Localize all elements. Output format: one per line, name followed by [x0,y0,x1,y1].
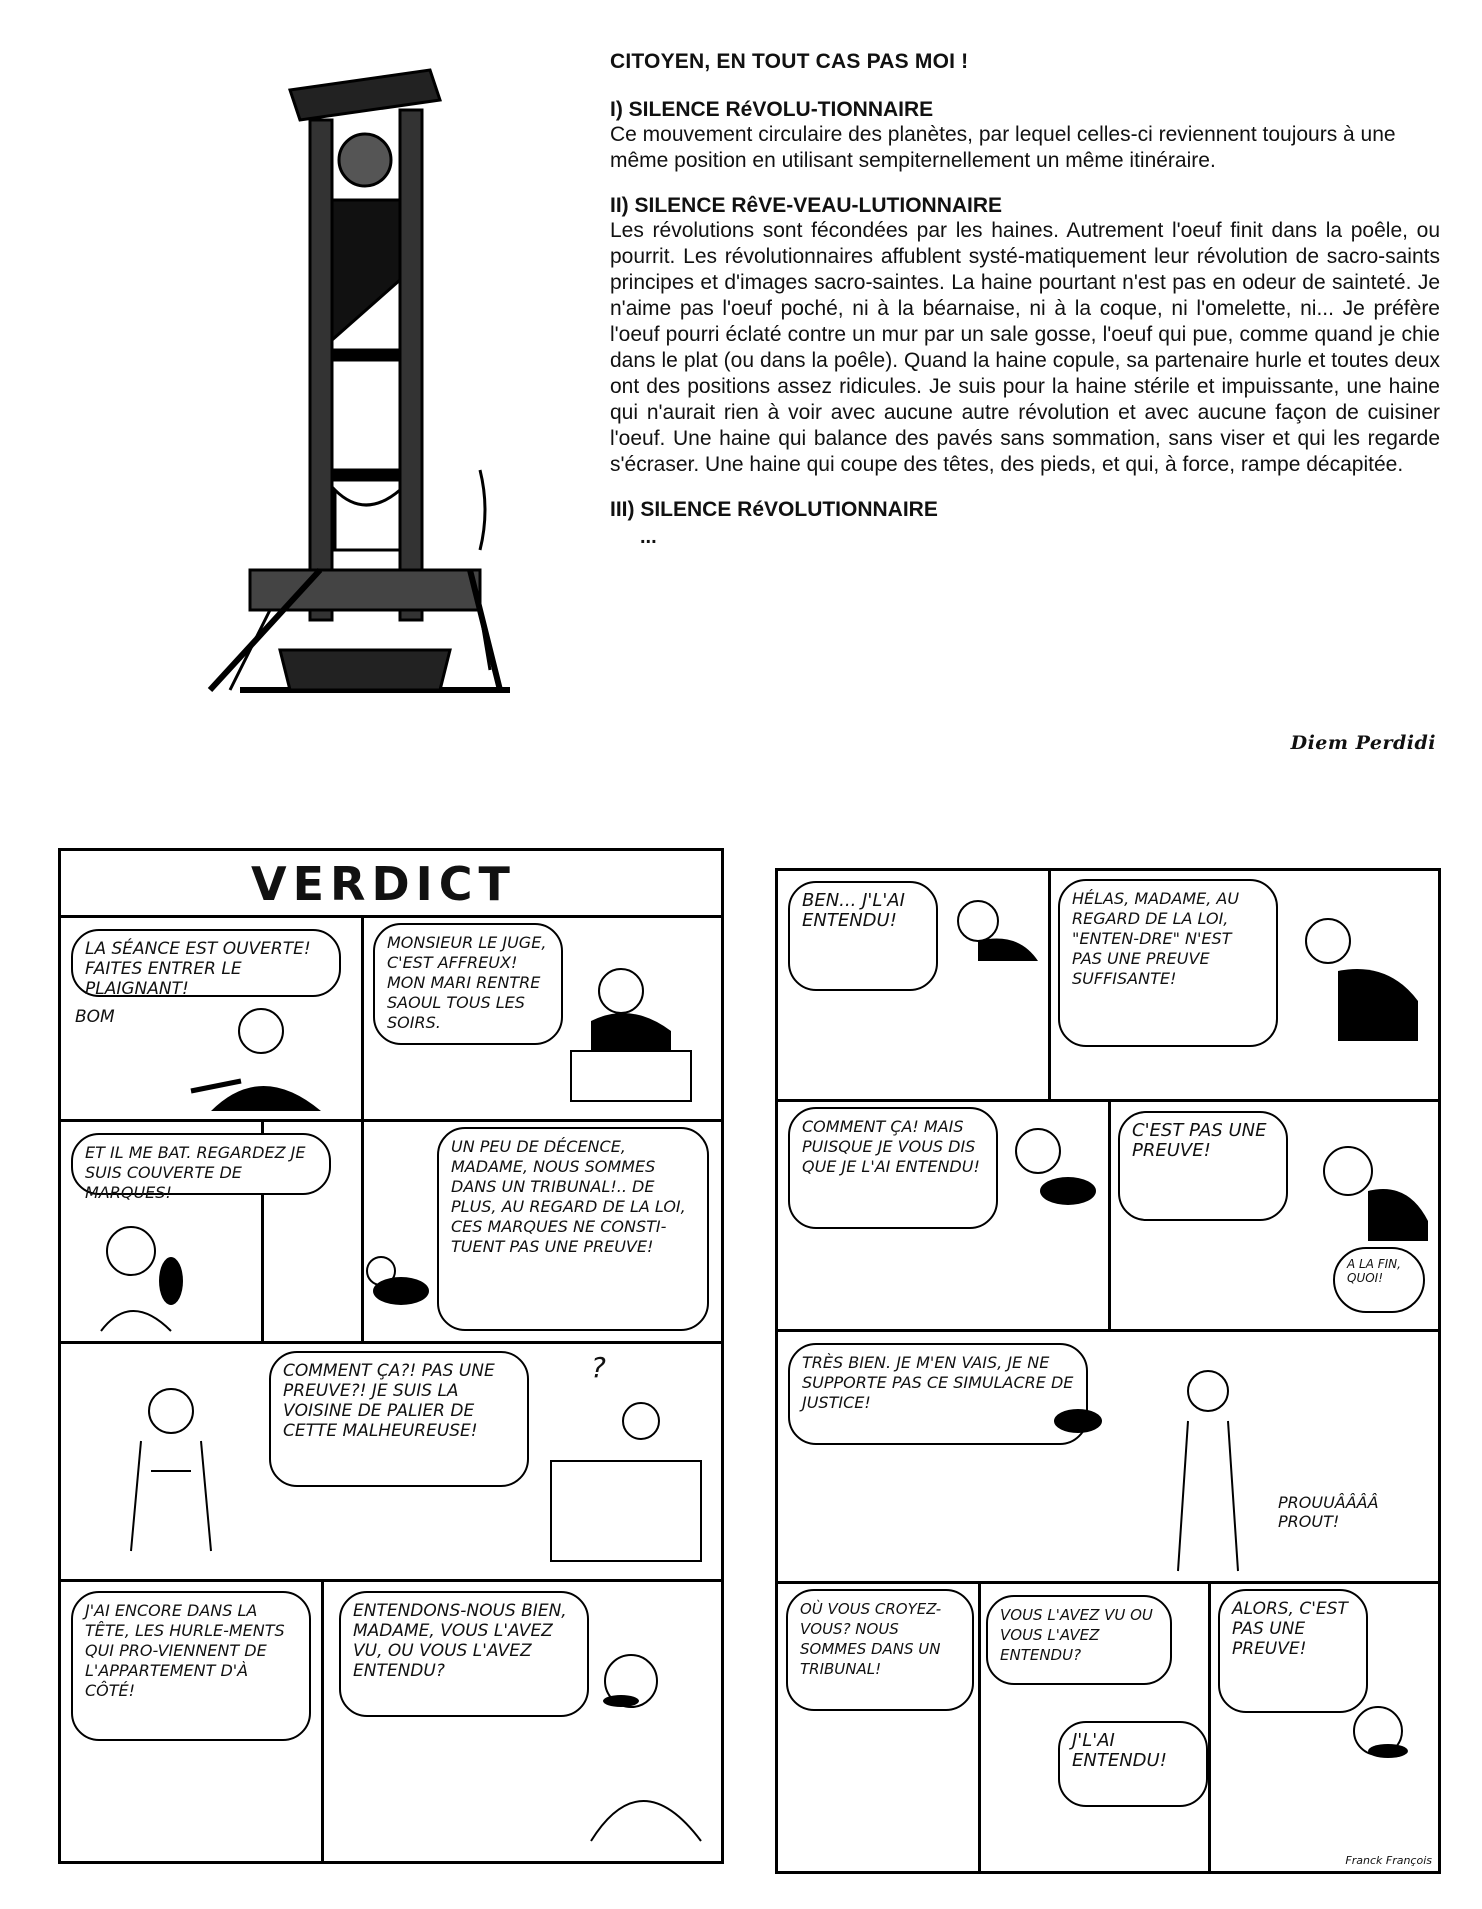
speech-bubble: J'L'AI ENTENDU! [1058,1721,1208,1807]
panel-divider [1208,1581,1211,1871]
judge-figure [1018,1371,1138,1451]
sound-effect: ? [591,1351,606,1384]
section-heading-2: II) SILENCE RêVE-VEAU-LUTIONNAIRE [610,194,1003,217]
panel-divider [61,1579,721,1582]
artist-credit: Franck François [1345,1854,1432,1867]
sound-effect: BOM [75,1007,115,1027]
panel-divider [361,915,364,1119]
neighbor-figure [91,1381,261,1571]
speech-bubble: ALORS, C'EST PAS UNE PREUVE! [1218,1589,1368,1713]
speech-bubble: MONSIEUR LE JUGE, C'EST AFFREUX! MON MARI RENTRE SAOUL TOUS LES SOIRS. [373,923,563,1045]
speech-bubble: TRÈS BIEN. JE M'EN VAIS, JE NE SUPPORTE PAS CE SIMULACRE DE JUSTICE! [788,1343,1088,1445]
speech-bubble: J'AI ENCORE DANS LA TÊTE, LES HURLE-MENTS QUI PRO-VIENNENT DE L'APPARTEMENT D'À CÔTÉ! [71,1591,311,1741]
section-text-2: Les révolutions sont fécondées par les haines. Autrement l'oeuf finit dans la poêle, ou pourrit. Les révolutionnaires affublent systé-matiquement leur révolution de sacro-saints principes et d'images sacro-saintes. La haine pourtant n'est pas en odeur de sainteté. Je n'aime pas l'oeuf poché, ni à la béarnaise, ni à la coque, ni l'omelette, ni... Je préfère l'oeuf pourri éclaté contre un mur par un sale gosse, l'oeuf qui pue, comme quand je chie dans le plat (ou dans la poêle). Quand la haine copule, sa partenaire hurle et toutes deux ont des positions assez ridicules. Je suis pour la haine stérile et impuissante, une haine qui n'aurait rien à voir avec aucune autre révolution et avec aucune façon de cuisiner l'oeuf. Une haine qui balance des pavés sans sommation, sans viser et qui les regarde s'écraser. Une haine qui coupe des têtes, des pieds, et qui, à force, rampe décapitée. [610,219,1440,476]
judge-figure [191,1001,341,1111]
section-heading-1: I) SILENCE RéVOLU-TIONNAIRE [610,98,934,121]
judge-figure [998,1121,1108,1231]
section-text-1: Ce mouvement circulaire des planètes, par lequel celles-ci reviennent toujours à une même position en utilisant sempiternellement un même itinéraire. [610,123,1396,172]
speech-bubble: UN PEU DE DÉCENCE, MADAME, NOUS SOMMES DANS UN TRIBUNAL!.. DE PLUS, AU REGARD DE LA LOI, CES MARQUES NE CONSTI-TUENT PAS UNE PREUVE! [437,1127,709,1331]
section-heading-3: III) SILENCE RéVOLUTIONNAIRE [610,498,938,521]
article-title: CITOYEN, EN TOUT CAS PAS MOI ! [610,50,969,73]
speech-bubble: VOUS L'AVEZ VU OU VOUS L'AVEZ ENTENDU? [986,1595,1172,1685]
panel-divider [778,1581,1438,1584]
panel-divider [61,1341,721,1344]
judge-figure [938,891,1038,971]
panel-divider [1048,871,1051,1099]
article [610,50,1440,549]
sound-effect: PROUUÂÂÂÂ PROUT! [1278,1493,1379,1531]
comic-strip-left [58,848,724,1864]
panel-divider [61,1119,721,1122]
signature: Diem Perdidi [1290,732,1436,754]
speech-bubble: A LA FIN, QUOI! [1333,1247,1425,1313]
judge-figure [531,1391,711,1571]
speech-bubble: COMMENT ÇA! MAIS PUISQUE JE VOUS DIS QUE JE L'AI ENTENDU! [788,1107,998,1229]
panel-divider [321,1579,324,1861]
judge-figure [1288,911,1428,1041]
panel-divider [1108,1099,1111,1329]
speech-bubble: C'EST PAS UNE PREUVE! [1118,1111,1288,1221]
section-text-3: ... [640,526,657,548]
woman-figure [1148,1361,1268,1571]
comic-title: VERDICT [251,857,516,911]
judge-figure [581,1641,711,1841]
speech-bubble: BEN... J'L'AI ENTENDU! [788,881,938,991]
panel-divider [978,1581,981,1871]
speech-bubble: OÙ VOUS CROYEZ-VOUS? NOUS SOMMES DANS UN TRIBUNAL! [786,1589,974,1711]
judge-figure [1298,1131,1428,1241]
speech-bubble: ET IL ME BAT. REGARDEZ JE SUIS COUVERTE DE MARQUES! [71,1133,331,1195]
speech-bubble: HÉLAS, MADAME, AU REGARD DE LA LOI, "ENTEN-DRE" N'EST PAS UNE PREUVE SUFFISANTE! [1058,879,1278,1047]
speech-bubble: LA SÉANCE EST OUVERTE! FAITES ENTRER LE PLAIGNANT! [71,929,341,997]
speech-bubble: ENTENDONS-NOUS BIEN, MADAME, VOUS L'AVEZ VU, OU VOUS L'AVEZ ENTENDU? [339,1591,589,1717]
woman-figure [81,1211,201,1331]
speech-bubble: COMMENT ÇA?! PAS UNE PREUVE?! JE SUIS LA VOISINE DE PALIER DE CETTE MALHEUREUSE! [269,1351,529,1487]
judge-figure [1318,1691,1428,1861]
judge-figure [361,1251,431,1311]
panel-divider [61,915,721,918]
judge-figure [561,961,701,1101]
guillotine-illustration [150,50,530,740]
comic-strip-right [775,868,1441,1874]
panel-divider [778,1329,1438,1332]
